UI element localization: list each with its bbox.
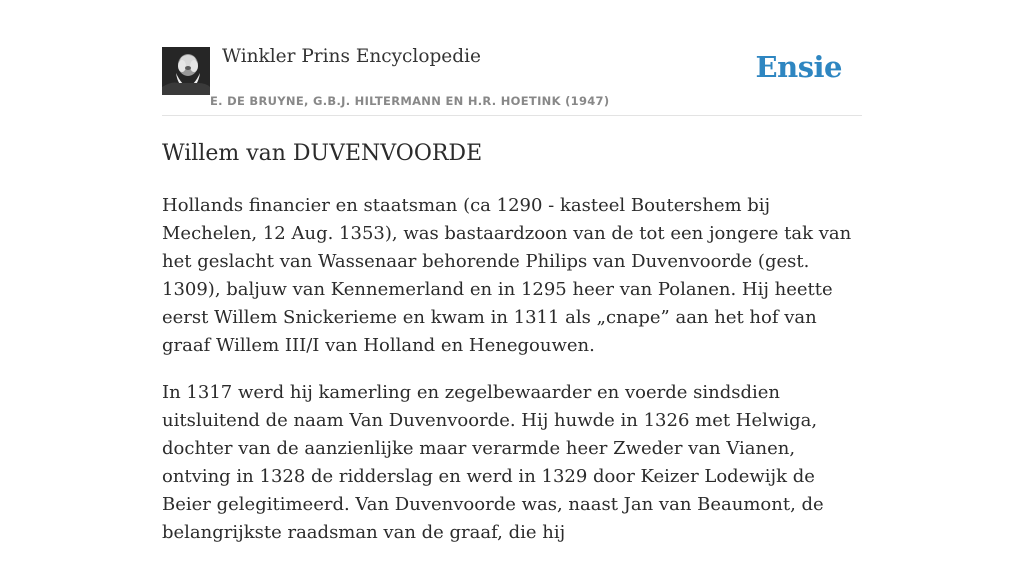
article-paragraph-2: In 1317 werd hij kamerling en zegelbewaarder en voerde sindsdien uitsluitend de naam Van Duvenvoorde. Hij huwde in 1326 met Helwiga, dochter van de aanzienlijke maar verarmde heer Zweder van Vianen, ontving in 1328 de ridderslag en werd in 1329 door Keizer Lodewijk de Beier gelegitimeerd. Van Duvenvoorde was, naast Jan van Beaumont, de belangrijkste raadsman van de graaf, die hij <box>162 382 824 543</box>
authors-line: E. DE BRUYNE, G.B.J. HILTERMANN EN H.R. HOETINK (1947) <box>210 94 610 108</box>
author-avatar[interactable] <box>162 47 210 95</box>
article-body <box>162 192 862 566</box>
article-paragraph-1: Hollands financier en staatsman (ca 1290 - kasteel Boutershem bij Mechelen, 12 Aug. 1353), was bastaardzoon van de tot een jongere tak van het geslacht van Wassenaar behorende Philips van Duvenvoorde (gest. 1309), baljuw van Kennemerland en in 1295 heer van Polanen. Hij heette eerst Willem Snickerieme en kwam in 1311 als „cnape” aan het hof van graaf Willem III/I van Holland en Henegouwen. <box>162 195 852 356</box>
article-title: Willem van DUVENVOORDE <box>162 141 483 166</box>
bearded-man-portrait-icon <box>162 47 210 95</box>
ensie-logo[interactable]: Ensie <box>755 50 842 84</box>
site-header <box>162 0 862 116</box>
site-title[interactable]: Winkler Prins Encyclopedie <box>222 46 481 67</box>
content-container <box>162 0 862 543</box>
